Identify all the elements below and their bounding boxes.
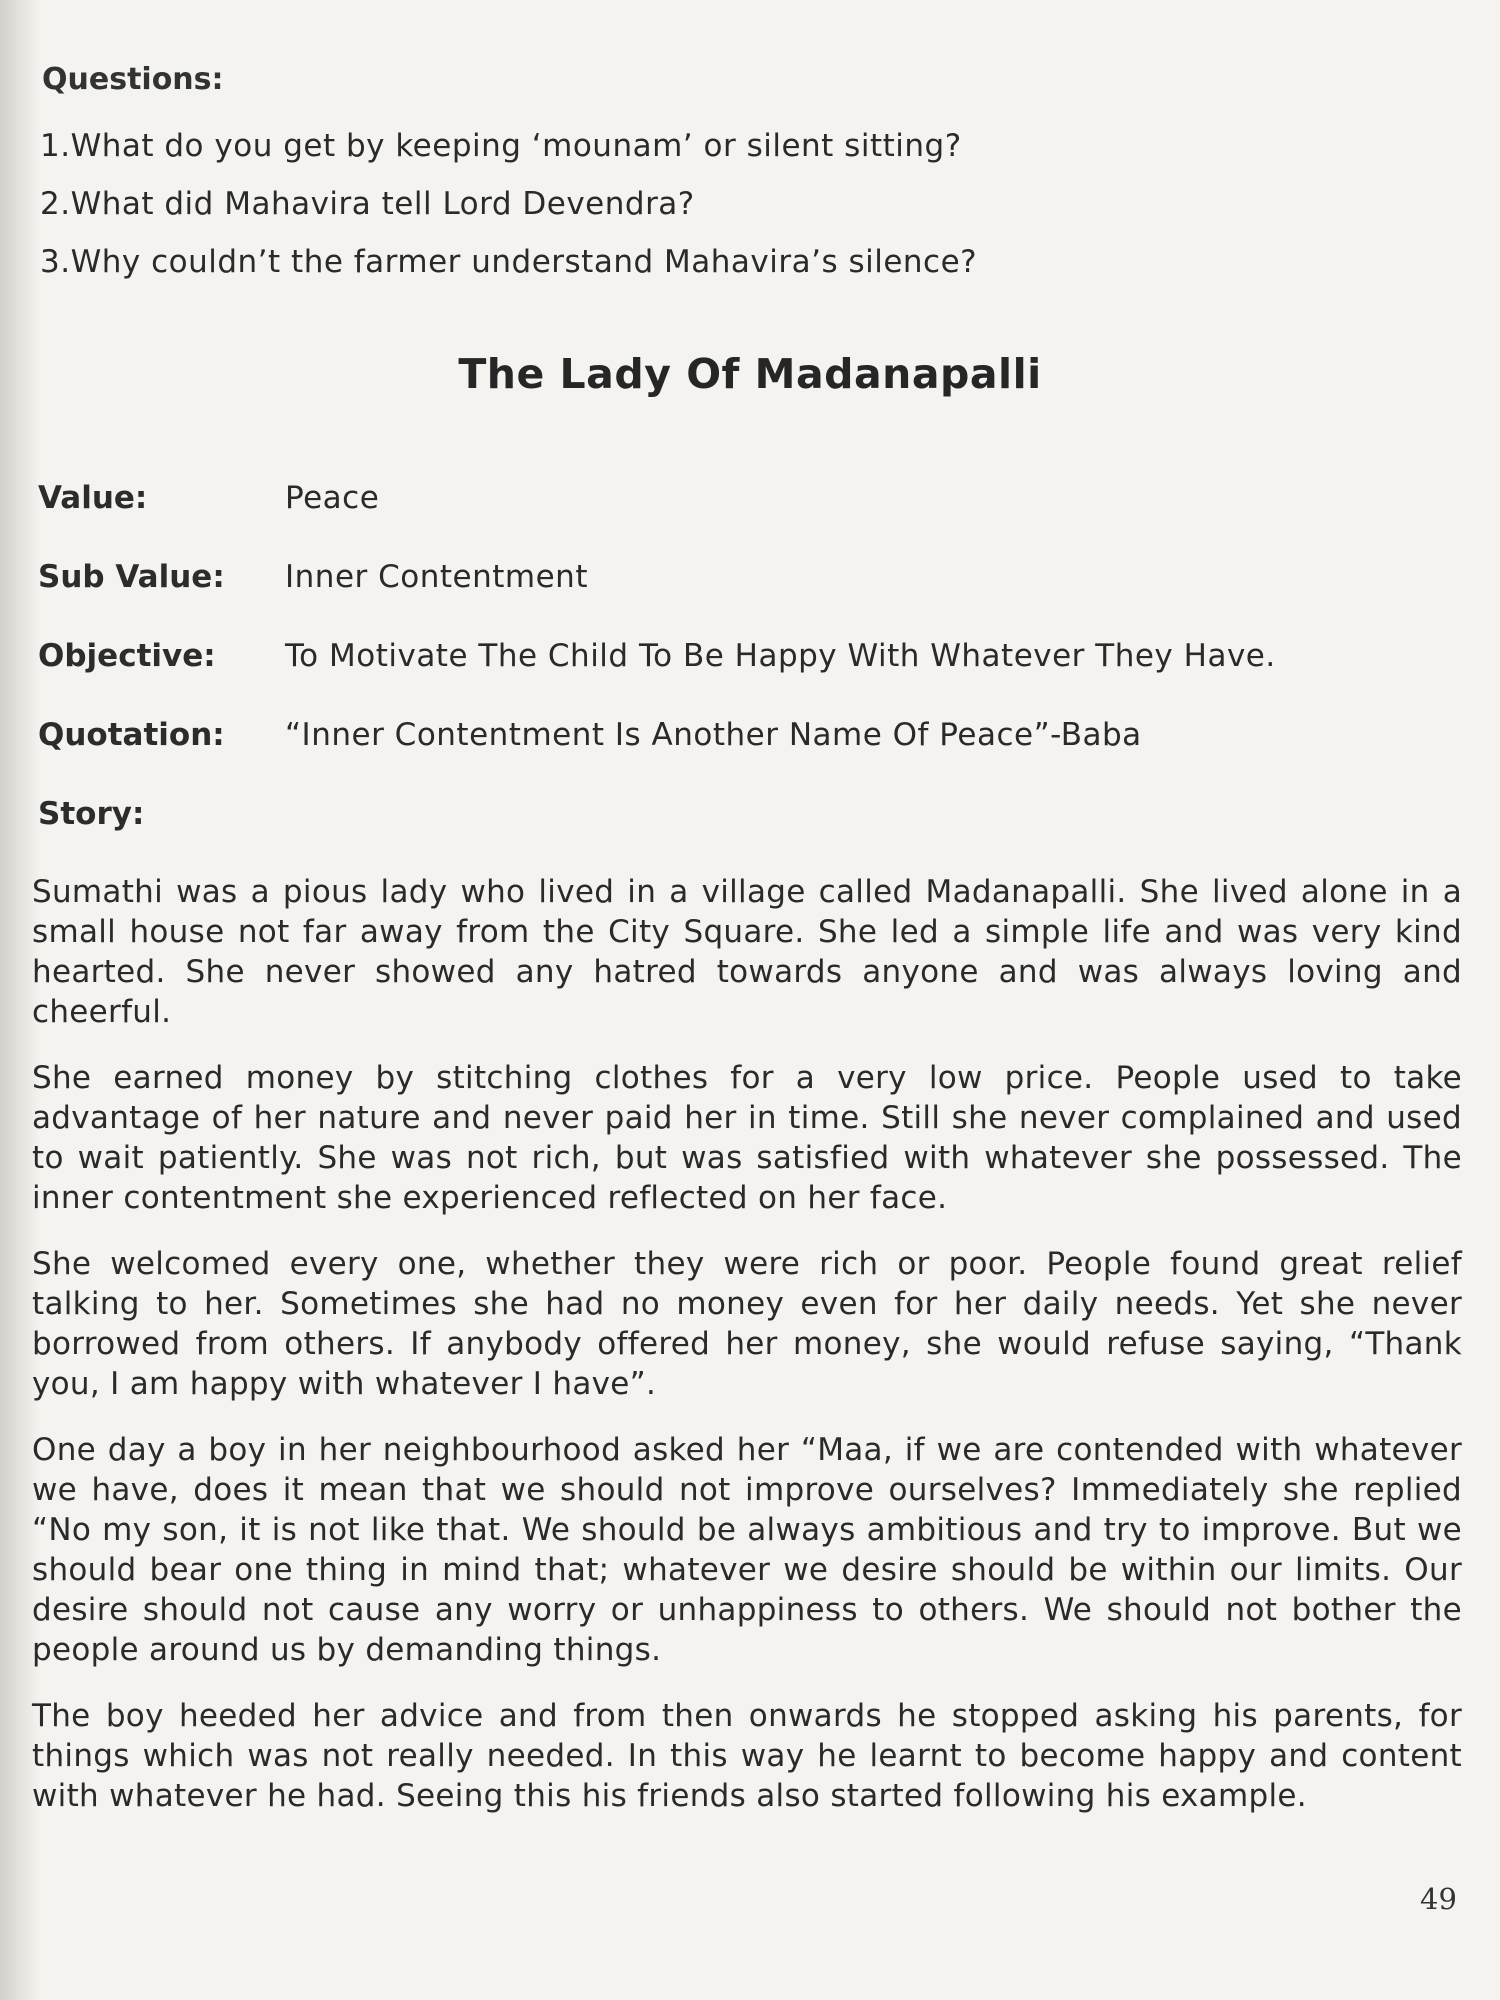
value-text: Peace (285, 480, 380, 516)
story-paragraph: The boy heeded her advice and from then onwards he stopped asking his parents, for things which was not really needed. In this way he learnt to become happy and content with whatever he had. Seeing this his friends also started following his example. (32, 1698, 1462, 1814)
page-number: 49 (1420, 1882, 1457, 1916)
story-paragraph: She earned money by stitching clothes for a very low price. People used to take advantage of her nature and never paid her in time. Still she never complained and used to wait patiently. She was not rich, but was satisfied with whatever she possessed. The inner contentment she experienced reflected on her face. (32, 1060, 1462, 1216)
objective-label: Objective: (38, 638, 216, 674)
value-label: Value: (38, 480, 148, 516)
story-paragraph: Sumathi was a pious lady who lived in a village called Madanapalli. She lived alone in a small house not far away from the City Square. She led a simple life and was very kind hearted. She never showed any hatred towards anyone and was always loving and cheerful. (32, 874, 1462, 1030)
question-item: 3.Why couldn’t the farmer understand Mahavira’s silence? (40, 244, 978, 280)
question-item: 1.What do you get by keeping ‘mounam’ or silent sitting? (40, 128, 962, 164)
objective-text: To Motivate The Child To Be Happy With Whatever They Have. (285, 638, 1276, 674)
question-item: 2.What did Mahavira tell Lord Devendra? (40, 186, 695, 222)
story-paragraph: She welcomed every one, whether they were rich or poor. People found great relief talking to her. Sometimes she had no money even for her daily needs. Yet she never borrowed from others. If anybody offered her money, she would refuse saying, “Thank you, I am happy with whatever I have”. (32, 1246, 1462, 1402)
story-heading: Story: (38, 796, 145, 832)
quotation-label: Quotation: (38, 717, 225, 753)
story-body (32, 872, 1462, 1842)
quotation-text: “Inner Contentment Is Another Name Of Peace”-Baba (285, 717, 1142, 753)
story-title: The Lady Of Madanapalli (458, 350, 1042, 398)
questions-heading: Questions: (42, 62, 224, 97)
sub-value-label: Sub Value: (38, 559, 225, 595)
story-paragraph: One day a boy in her neighbourhood asked her “Maa, if we are contended with whatever we have, does it mean that we should not improve ourselves? Immediately she replied “No my son, it is not like that. We should be always ambitious and try to improve. But we should bear one thing in mind that; whatever we desire should be within our limits. Our desire should not cause any worry or unhappiness to others. We should not bother the people around us by demanding things. (32, 1432, 1462, 1668)
sub-value-text: Inner Contentment (285, 559, 588, 595)
